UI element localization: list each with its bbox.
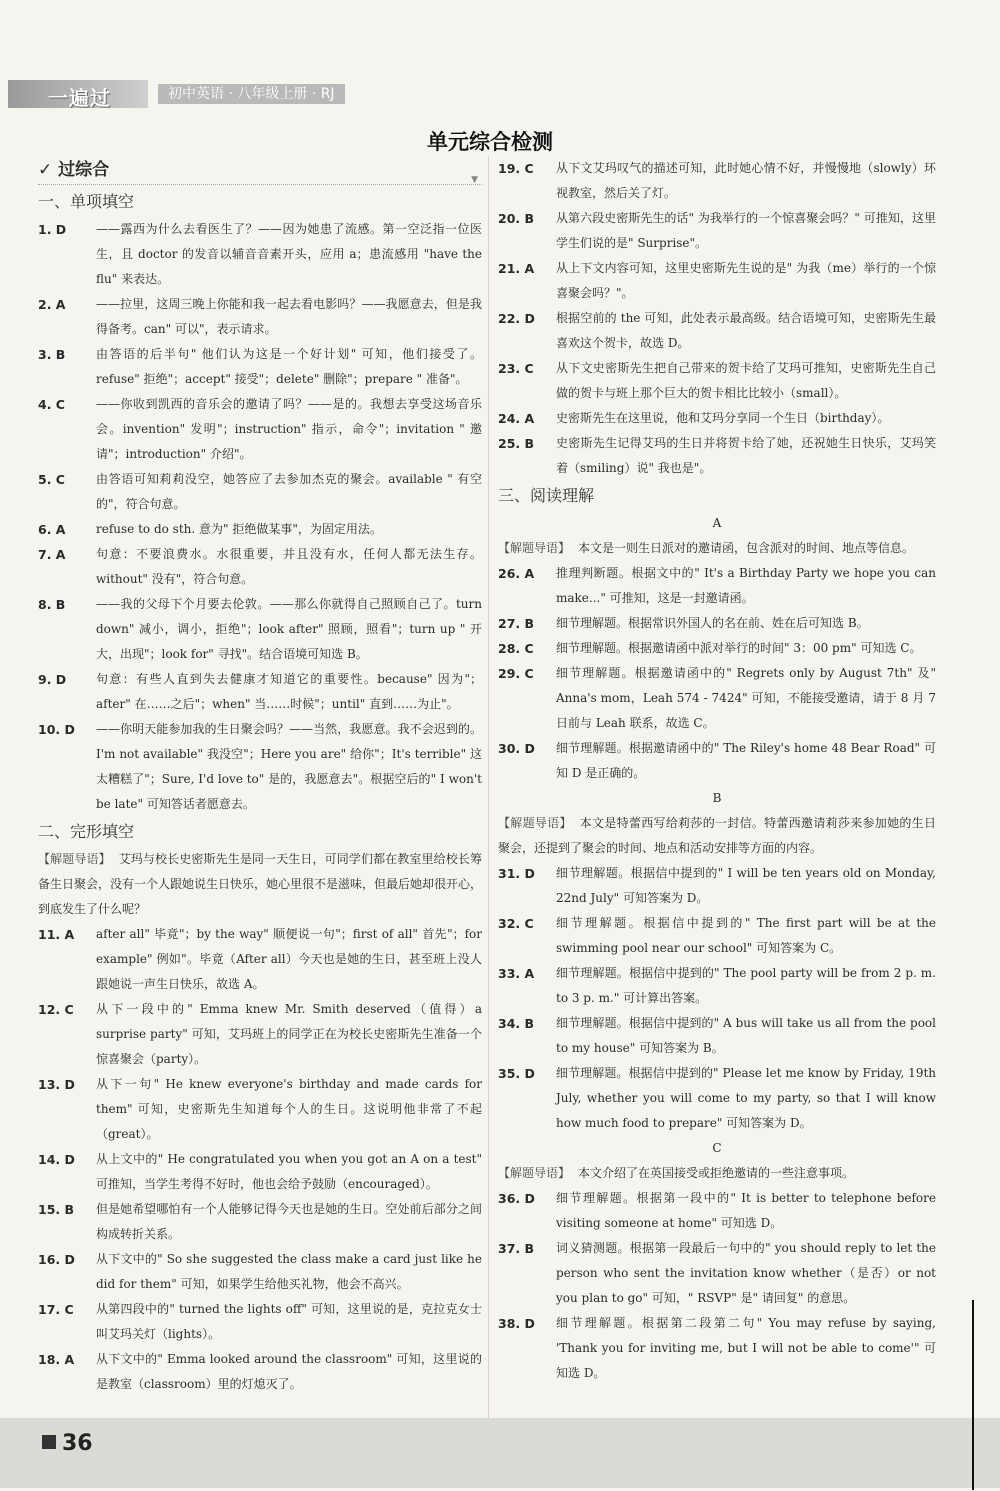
guide-text: 本文是一则生日派对的邀请函，包含派对的时间、地点等信息。 (578, 541, 915, 555)
answer-key: 35. D (498, 1066, 535, 1081)
column-divider (488, 156, 489, 1436)
book-subtitle: 初中英语 · 八年级上册 · RJ (158, 84, 345, 104)
answer-key: 37. B (498, 1241, 535, 1256)
explanation: 从下文中的" So she suggested the class make a card just like he did for them" 可知，如果学生给他买礼物，他会不高兴。 (96, 1252, 482, 1291)
answer-item (498, 861, 936, 911)
edge-rule (972, 1300, 974, 1490)
answer-key: 26. A (498, 566, 535, 581)
explanation: ——你明天能参加我的生日聚会吗？——当然，我愿意。我不会迟到的。I'm not available" 我没空"；Here you are" 给你"；It's terrible" 这太糟糕了"；Sure, I'd love to" 是的，我愿意去"。根据空后的" I won't be late" 可知答话者愿意去。 (96, 722, 482, 811)
answer-item (498, 431, 936, 481)
answer-key: 38. D (498, 1316, 535, 1331)
answer-item (38, 342, 482, 392)
answer-key: 14. D (38, 1152, 75, 1167)
answer-key: 24. A (498, 411, 535, 426)
answer-key: 17. C (38, 1302, 74, 1317)
explanation: ——露西为什么去看医生了？——因为她患了流感。第一空泛指一位医生，且 doctor 的发音以辅音音素开头，应用 a；患流感用 "have the flu" 来表达。 (96, 222, 482, 286)
answer-item (38, 1297, 482, 1347)
guide-tag: 【解题导语】 (498, 816, 572, 830)
answer-item (498, 406, 936, 431)
explanation: 细节理解题。根据信中提到的" A bus will take us all from the pool to my house" 可知答案为 B。 (556, 1016, 936, 1055)
explanation: 由答语的后半句" 他们认为这是一个好计划" 可知，他们接受了。refuse" 拒绝"；accept" 接受"；delete" 删除"；prepare " 准备"。 (96, 347, 482, 386)
explanation: refuse to do sth. 意为" 拒绝做某事"，为固定用法。 (96, 522, 382, 536)
explanation: 细节理解题。根据信中提到的" The first part will be at the swimming pool near our school" 可知答案为 C。 (556, 916, 936, 955)
answer-item (498, 561, 936, 611)
explanation: 细节理解题。根据邀请函中派对举行的时间" 3：00 pm" 可知选 C。 (556, 641, 922, 655)
answer-item (498, 206, 936, 256)
answer-item (38, 1247, 482, 1297)
section-heading-main: ✓ 过综合 ▼ (38, 156, 482, 185)
answer-key: 18. A (38, 1352, 75, 1367)
explanation: 从下文艾玛叹气的描述可知，此时她心情不好，并慢慢地（slowly）环视教室，然后关了灯。 (556, 161, 936, 200)
explanation: 史密斯先生记得艾玛的生日并将贺卡给了她，还祝她生日快乐，艾玛笑着（smiling）说" 我也是"。 (556, 436, 936, 475)
answer-key: 13. D (38, 1077, 75, 1092)
explanation: 根据空前的 the 可知，此处表示最高级。结合语境可知，史密斯先生最喜欢这个贺卡，故选 D。 (556, 311, 936, 350)
explanation: 从上文中的" He congratulated you when you got an A on a test" 可推知，当学生考得不好时，他也会给予鼓励（encouraged）。 (96, 1152, 482, 1191)
explanation: 细节理解题。根据信中提到的" The pool party will be from 2 p. m. to 3 p. m." 可计算出答案。 (556, 966, 936, 1005)
answer-item (38, 292, 482, 342)
guide-text: 艾玛与校长史密斯先生是同一天生日，可同学们都在教室里给校长筹备生日聚会，没有一个人跟她说生日快乐，她心里很不是滋味，但最后她却很开心，到底发生了什么呢？ (38, 852, 483, 916)
explanation: 细节理解题。根据第一段中的" It is better to telephone before visiting someone at home" 可知选 D。 (556, 1191, 936, 1230)
section-heading: 二、完形填空 (38, 822, 135, 841)
answer-item (498, 306, 936, 356)
answer-key: 6. A (38, 522, 66, 537)
page-title: 单元综合检测 (427, 130, 553, 154)
answer-key: 20. B (498, 211, 535, 226)
answer-key: 27. B (498, 616, 535, 631)
explanation: 但是她希望哪怕有一个人能够记得今天也是她的生日。空处前后部分之间构成转折关系。 (96, 1202, 482, 1241)
answer-key: 12. C (38, 1002, 74, 1017)
answer-item (498, 636, 936, 661)
answer-item (38, 1347, 482, 1397)
check-icon: ✓ (38, 160, 59, 180)
answer-item (498, 256, 936, 306)
explanation: 推理判断题。根据文中的" It's a Birthday Party we hope you can make..." 可推知，这是一封邀请函。 (556, 566, 936, 605)
answer-key: 10. D (38, 722, 75, 737)
answer-key: 21. A (498, 261, 535, 276)
section-heading: 三、阅读理解 (498, 486, 595, 505)
answer-item (498, 1061, 936, 1136)
explanation: 细节理解题。根据信中提到的" I will be ten years old on Monday, 22nd July" 可知答案为 D。 (556, 866, 936, 905)
explanation: 从下一段中的" Emma knew Mr. Smith deserved（值得）a surprise party" 可知，艾玛班上的同学正在为校长史密斯先生准备一个惊喜聚会（party）。 (96, 1002, 482, 1066)
answer-key: 11. A (38, 927, 75, 942)
answer-item (38, 217, 482, 292)
guide-note (498, 1161, 936, 1186)
explanation: 从第四段中的" turned the lights off" 可知，这里说的是，克拉克女士叫艾玛关灯（lights）。 (96, 1302, 482, 1341)
answer-item (498, 1011, 936, 1061)
answer-key: 29. C (498, 666, 534, 681)
explanation: 史密斯先生在这里说，他和艾玛分享同一个生日（birthday）。 (556, 411, 890, 425)
answer-key: 23. C (498, 361, 534, 376)
triangle-down-icon: ▼ (471, 175, 478, 185)
explanation: 细节理解题。根据第二段第二句" You may refuse by saying, 'Thank you for inviting me, but I will not be able to come'" 可知选 D。 (556, 1316, 936, 1380)
explanation: 句意：有些人直到失去健康才知道它的重要性。because" 因为"；after" 在……之后"；when" 当……时候"；until" 直到……为止"。 (96, 672, 482, 711)
answer-key: 22. D (498, 311, 535, 326)
answer-item (498, 1236, 936, 1311)
answer-item (498, 961, 936, 1011)
explanation: 细节理解题。根据信中提到的" Please let me know by Friday, 19th July, whether you will come to my party, so that I will know how much food to prepare" 可知答案为 D。 (556, 1066, 936, 1130)
explanation: 从下一句" He knew everyone's birthday and made cards for them" 可知，史密斯先生知道每个人的生日。这说明他非常了不起（great）。 (96, 1077, 482, 1141)
answer-item (498, 911, 936, 961)
answer-key: 36. D (498, 1191, 535, 1206)
guide-tag: 【解题导语】 (38, 852, 111, 866)
answer-key: 16. D (38, 1252, 75, 1267)
footer-band (0, 1418, 1000, 1488)
explanation: ——拉里，这周三晚上你能和我一起去看电影吗？——我愿意去，但是我得备考。can" 可以"，表示请求。 (96, 297, 482, 336)
answer-key: 2. A (38, 297, 66, 312)
answer-key: 1. D (38, 222, 67, 237)
guide-text: 本文介绍了在英国接受或拒绝邀请的一些注意事项。 (578, 1166, 855, 1180)
explanation: 细节理解题。根据邀请函中的" Regrets only by August 7th" 及" Anna's mom，Leah 574 - 7424" 可知，不能接受邀请，请于 8 月 7 日前与 Leah 联系，故选 C。 (556, 666, 936, 730)
explanation: 句意：不要浪费水。水很重要，并且没有水，任何人都无法生存。without" 没有"，符合句意。 (96, 547, 482, 586)
explanation: 从第六段史密斯先生的话" 为我举行的一个惊喜聚会吗？" 可推知，这里学生们说的是" Surprise"。 (556, 211, 936, 250)
answer-item (498, 611, 936, 636)
answer-item (498, 1186, 936, 1236)
guide-tag: 【解题导语】 (498, 541, 571, 555)
guide-text: 本文是特蕾西写给莉莎的一封信。特蕾西邀请莉莎来参加她的生日聚会，还提到了聚会的时间、地点和活动安排等方面的内容。 (498, 816, 936, 855)
answer-item (38, 1147, 482, 1197)
guide-tag: 【解题导语】 (498, 1166, 571, 1180)
explanation: 从下文史密斯先生把自己带来的贺卡给了艾玛可推知，史密斯先生自己做的贺卡与班上那个巨大的贺卡相比比较小（small）。 (556, 361, 936, 400)
explanation: 细节理解题。根据常识外国人的名在前、姓在后可知选 B。 (556, 616, 869, 630)
explanation: 词义猜测题。根据第一段最后一句中的" you should reply to let the person who sent the invitation know whether（是否）or not you plan to go" 可知，" RSVP" 是" 请回复" 的意思。 (556, 1241, 936, 1305)
explanation: 从上下文内容可知，这里史密斯先生说的是" 为我（me）举行的一个惊喜聚会吗？"。 (556, 261, 936, 300)
answer-key: 25. B (498, 436, 535, 451)
answer-item (38, 592, 482, 667)
answer-key: 3. B (38, 347, 66, 362)
answer-item (498, 1311, 936, 1386)
answer-item (38, 667, 482, 717)
answer-item (38, 517, 482, 542)
explanation: after all" 毕竟"；by the way" 顺便说一句"；first of all" 首先"；for example" 例如"。毕竟（After all）今天也是她的生日，甚至班上没人跟她说一声生日快乐，故选 A。 (96, 927, 482, 991)
answer-item (498, 356, 936, 406)
answer-key: 28. C (498, 641, 534, 656)
answer-item (38, 1072, 482, 1147)
answer-item (498, 156, 936, 206)
answer-item (38, 542, 482, 592)
guide-note (498, 811, 936, 861)
answer-key: 30. D (498, 741, 535, 756)
explanation: ——我的父母下个月要去伦敦。——那么你就得自己照顾自己了。turn down" 减小，调小，拒绝"；look after" 照顾，照看"；turn up " 开大，出现"；look for" 寻找"。结合语境可知选 B。 (96, 597, 482, 661)
answer-item (498, 736, 936, 786)
passage-label: C (712, 1141, 722, 1155)
guide-note (498, 536, 936, 561)
left-column (38, 156, 482, 1397)
answer-key: 8. B (38, 597, 66, 612)
answer-key: 34. B (498, 1016, 535, 1031)
explanation: ——你收到凯西的音乐会的邀请了吗？——是的。我想去享受这场音乐会。invention" 发明"；instruction" 指示，命令"；invitation " 邀请"；introduction" 介绍"。 (96, 397, 482, 461)
answer-key: 7. A (38, 547, 66, 562)
answer-key: 9. D (38, 672, 67, 687)
answer-item (38, 467, 482, 517)
answer-key: 5. C (38, 472, 65, 487)
page-number: 36 (42, 1431, 93, 1456)
book-logo: 一遍过 (48, 86, 111, 110)
book-header (8, 80, 388, 108)
answer-item (38, 717, 482, 817)
answer-item (38, 922, 482, 997)
answer-key: 33. A (498, 966, 535, 981)
answer-key: 31. D (498, 866, 535, 881)
passage-label: B (712, 791, 722, 805)
explanation: 由答语可知莉莉没空，她答应了去参加杰克的聚会。available " 有空的"，符合句意。 (96, 472, 482, 511)
explanation: 细节理解题。根据邀请函中的" The Riley's home 48 Bear Road" 可知 D 是正确的。 (556, 741, 936, 780)
answer-item (38, 997, 482, 1072)
guide-note (38, 847, 482, 922)
answer-item (38, 392, 482, 467)
explanation: 从下文中的" Emma looked around the classroom" 可知，这里说的是教室（classroom）里的灯熄灭了。 (96, 1352, 482, 1391)
answer-item (498, 661, 936, 736)
answer-key: 19. C (498, 161, 534, 176)
answer-key: 32. C (498, 916, 534, 931)
answer-key: 15. B (38, 1202, 75, 1217)
answer-item (38, 1197, 482, 1247)
passage-label: A (712, 516, 722, 530)
right-column (498, 156, 936, 1386)
answer-key: 4. C (38, 397, 65, 412)
section-heading: 一、单项填空 (38, 192, 135, 211)
